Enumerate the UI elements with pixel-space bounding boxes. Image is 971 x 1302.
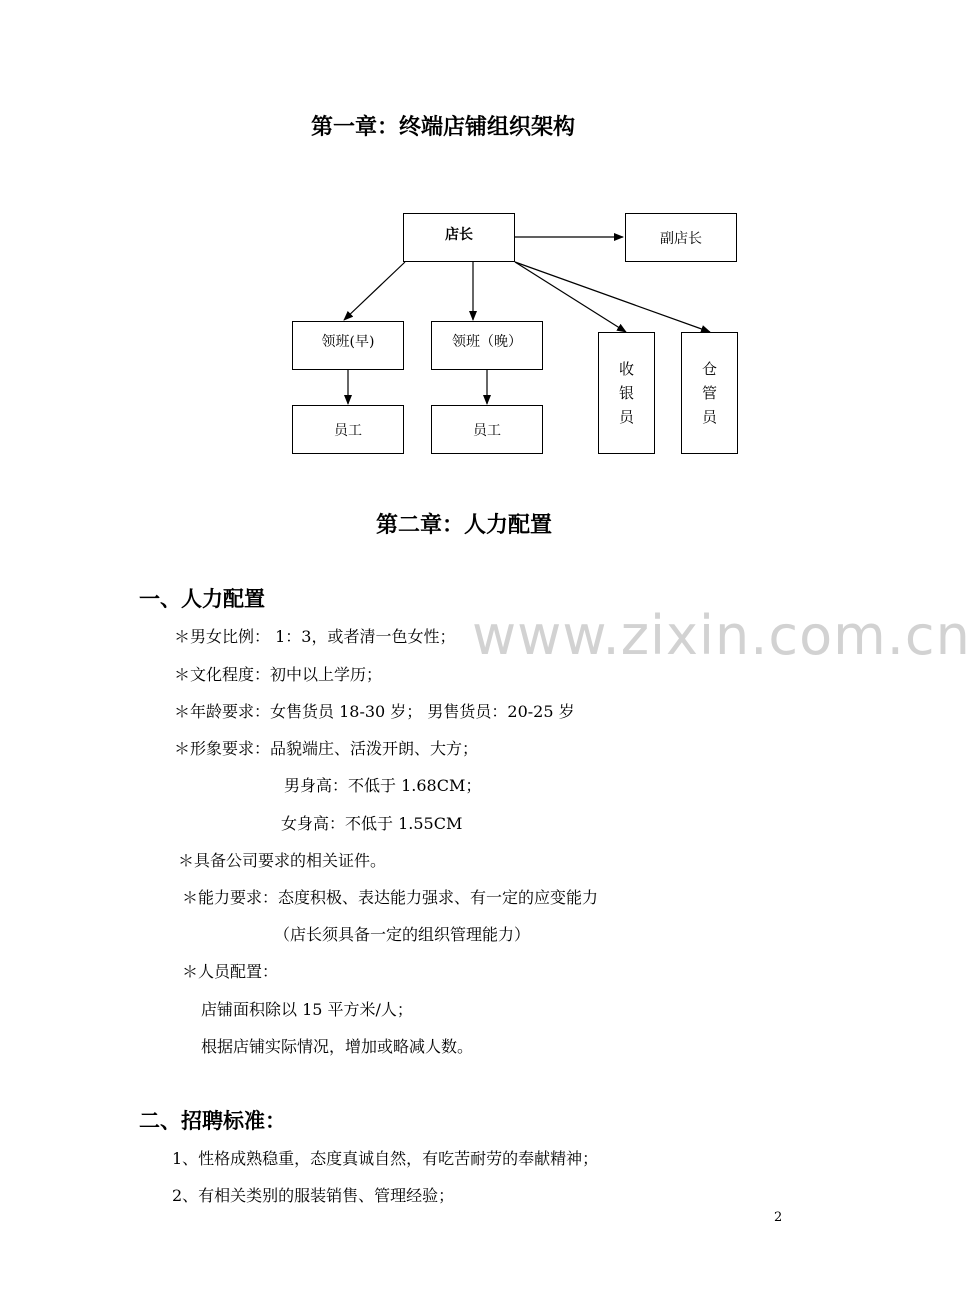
org-box-staff-1 bbox=[292, 405, 404, 454]
section1-line-male-height: 男身高：不低于 1.68CM； bbox=[284, 776, 482, 795]
chapter2-title: 第二章：人力配置 bbox=[376, 513, 553, 538]
org-label-warehouse-3: 员 bbox=[701, 408, 717, 426]
section2-line-1: 1、性格成熟稳重，态度真诚自然，有吃苦耐劳的奉献精神； bbox=[172, 1149, 599, 1168]
org-label-staff-1: 员工 bbox=[334, 422, 362, 439]
org-label-warehouse-2: 管 bbox=[701, 384, 717, 402]
section1-line-education: ＊文化程度：初中以上学历； bbox=[174, 665, 383, 684]
section1-line-gender-ratio: ＊男女比例： 1：3，或者清一色女性； bbox=[174, 627, 456, 646]
org-label-cashier-2: 银 bbox=[618, 384, 634, 402]
chapter1-title: 第一章：终端店铺组织架构 bbox=[311, 115, 576, 140]
org-box-lead-early bbox=[292, 321, 404, 370]
section1-line-ability: ＊能力要求：态度积极、表达能力强求、有一定的应变能力 bbox=[182, 888, 599, 907]
org-box-staff-2 bbox=[431, 405, 543, 454]
section1-line-appearance: ＊形象要求：品貌端庄、活泼开朗、大方； bbox=[174, 739, 479, 758]
org-label-warehouse-1: 仓 bbox=[701, 360, 717, 378]
section1-line-ability-note: （店长须具备一定的组织管理能力） bbox=[274, 925, 531, 944]
section1-line-staffing-adjust: 根据店铺实际情况，增加或略减人数。 bbox=[201, 1037, 474, 1056]
page-number: 2 bbox=[774, 1210, 783, 1225]
org-label-cashier-1: 收 bbox=[618, 360, 634, 378]
org-label-staff-2: 员工 bbox=[473, 422, 501, 439]
section1-line-staffing-area: 店铺面积除以 15 平方米/人； bbox=[201, 1000, 413, 1019]
section1-heading: 一、人力配置 bbox=[139, 587, 265, 611]
org-box-lead-late bbox=[431, 321, 543, 370]
org-box-cashier bbox=[598, 332, 655, 454]
section1-line-certificates: ＊具备公司要求的相关证件。 bbox=[178, 851, 387, 870]
section2-line-2: 2、有相关类别的服装销售、管理经验； bbox=[172, 1186, 455, 1205]
org-label-deputy: 副店长 bbox=[660, 230, 702, 247]
org-box-deputy bbox=[625, 213, 737, 262]
watermark: www.zixin.com.cn bbox=[472, 604, 971, 667]
org-label-manager: 店长 bbox=[445, 227, 473, 243]
section2-heading: 二、招聘标准： bbox=[139, 1109, 286, 1133]
arrow-manager-warehouse bbox=[515, 262, 710, 332]
org-box-manager bbox=[403, 213, 515, 262]
section1-line-staffing: ＊人员配置： bbox=[182, 962, 279, 981]
org-box-warehouse bbox=[681, 332, 738, 454]
arrow-manager-lead-early bbox=[344, 262, 405, 320]
org-label-cashier-3: 员 bbox=[618, 408, 634, 426]
section1-line-female-height: 女身高：不低于 1.55CM bbox=[281, 814, 463, 833]
section1-line-age: ＊年龄要求：女售货员 18-30 岁； 男售货员：20-25 岁 bbox=[174, 702, 575, 721]
org-label-lead-early: 领班(早) bbox=[321, 334, 375, 350]
org-label-lead-late: 领班（晚） bbox=[452, 334, 522, 350]
